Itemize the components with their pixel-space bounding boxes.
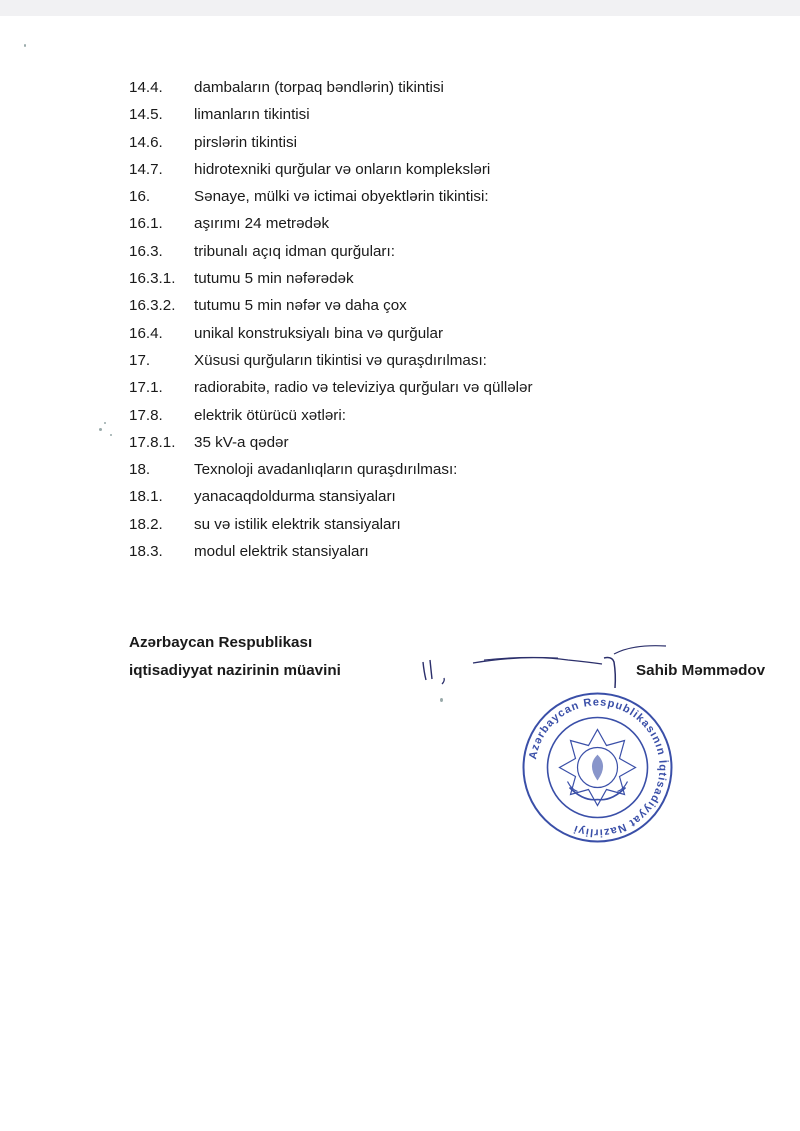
item-number: 16.3.2.	[129, 297, 176, 315]
item-text: Texnoloji avadanlıqların quraşdırılması:	[194, 461, 458, 479]
item-number: 18.	[129, 461, 151, 479]
scan-speck	[110, 434, 112, 436]
item-text: limanların tikintisi	[194, 106, 310, 124]
list-item	[129, 214, 769, 241]
list-item	[129, 160, 769, 187]
item-text: radiorabitə, radio və televiziya qurğuları və qüllələr	[194, 379, 533, 397]
scan-border	[0, 0, 800, 16]
list-item	[129, 296, 769, 323]
item-text: tutumu 5 min nəfərədək	[194, 270, 354, 288]
item-text: Xüsusi qurğuların tikintisi və quraşdırılması:	[194, 351, 487, 369]
scan-speck	[104, 422, 106, 424]
list-item	[129, 105, 769, 132]
item-number: 14.4.	[129, 79, 163, 96]
item-number: 18.2.	[129, 515, 163, 533]
item-text: tribunalı açıq idman qurğuları:	[194, 242, 395, 260]
list-item	[129, 324, 769, 351]
list-item	[129, 378, 769, 405]
scan-speck	[99, 428, 102, 431]
item-text: 35 kV-a qədər	[194, 433, 289, 451]
list-item	[129, 460, 769, 487]
item-text: pirslərin tikintisi	[194, 133, 297, 151]
item-text: tutumu 5 min nəfər və daha çox	[194, 297, 407, 315]
item-number: 18.1.	[129, 488, 163, 506]
list-item	[129, 242, 769, 269]
list-item	[129, 515, 769, 542]
item-number: 17.8.	[129, 406, 163, 424]
signatory-name: Sahib Məmmədov	[636, 662, 766, 679]
item-number: 16.3.1.	[129, 270, 176, 288]
item-number: 16.	[129, 188, 151, 206]
item-text: Sənaye, mülki və ictimai obyektlərin tikintisi:	[194, 188, 489, 206]
list-item	[129, 351, 769, 378]
list-item	[129, 269, 769, 296]
item-number: 16.1.	[129, 215, 163, 233]
item-number: 18.3.	[129, 543, 163, 561]
item-text: dambaların (torpaq bəndlərin) tikintisi	[194, 79, 444, 96]
item-text: unikal konstruksiyalı bina və qurğular	[194, 324, 444, 342]
item-text: modul elektrik stansiyaları	[194, 543, 369, 561]
item-number: 17.	[129, 351, 151, 369]
scan-speck	[24, 44, 26, 47]
item-number: 16.4.	[129, 324, 163, 342]
seal-text: Azərbaycan Respublikasının İqtisadiyyat Nazirliyi	[527, 696, 669, 839]
item-text: aşırımı 24 metrədək	[194, 215, 330, 233]
item-number: 17.8.1.	[129, 433, 176, 451]
list-item	[129, 78, 769, 105]
list-item	[129, 487, 769, 514]
item-number: 17.1.	[129, 379, 163, 397]
item-list	[129, 78, 769, 569]
item-number: 14.5.	[129, 106, 163, 124]
item-text: elektrik ötürücü xətləri:	[194, 406, 346, 424]
official-seal	[520, 690, 675, 845]
list-item	[129, 433, 769, 460]
handwritten-signature	[418, 636, 678, 696]
item-number: 16.3.	[129, 242, 163, 260]
scan-speck	[440, 698, 443, 702]
signatory-organization: Azərbaycan Respublikası	[129, 634, 313, 651]
coat-of-arms-emblem	[560, 730, 636, 806]
list-item	[129, 406, 769, 433]
item-text: hidrotexniki qurğular və onların kompleksləri	[194, 160, 491, 178]
item-text: yanacaqdoldurma stansiyaları	[194, 488, 396, 506]
item-number: 14.7.	[129, 160, 163, 178]
signatory-position: iqtisadiyyat nazirinin müavini	[129, 662, 341, 679]
item-text: su və istilik elektrik stansiyaları	[194, 515, 401, 533]
list-item	[129, 187, 769, 214]
list-item	[129, 542, 769, 569]
list-item	[129, 133, 769, 160]
item-number: 14.6.	[129, 133, 163, 151]
